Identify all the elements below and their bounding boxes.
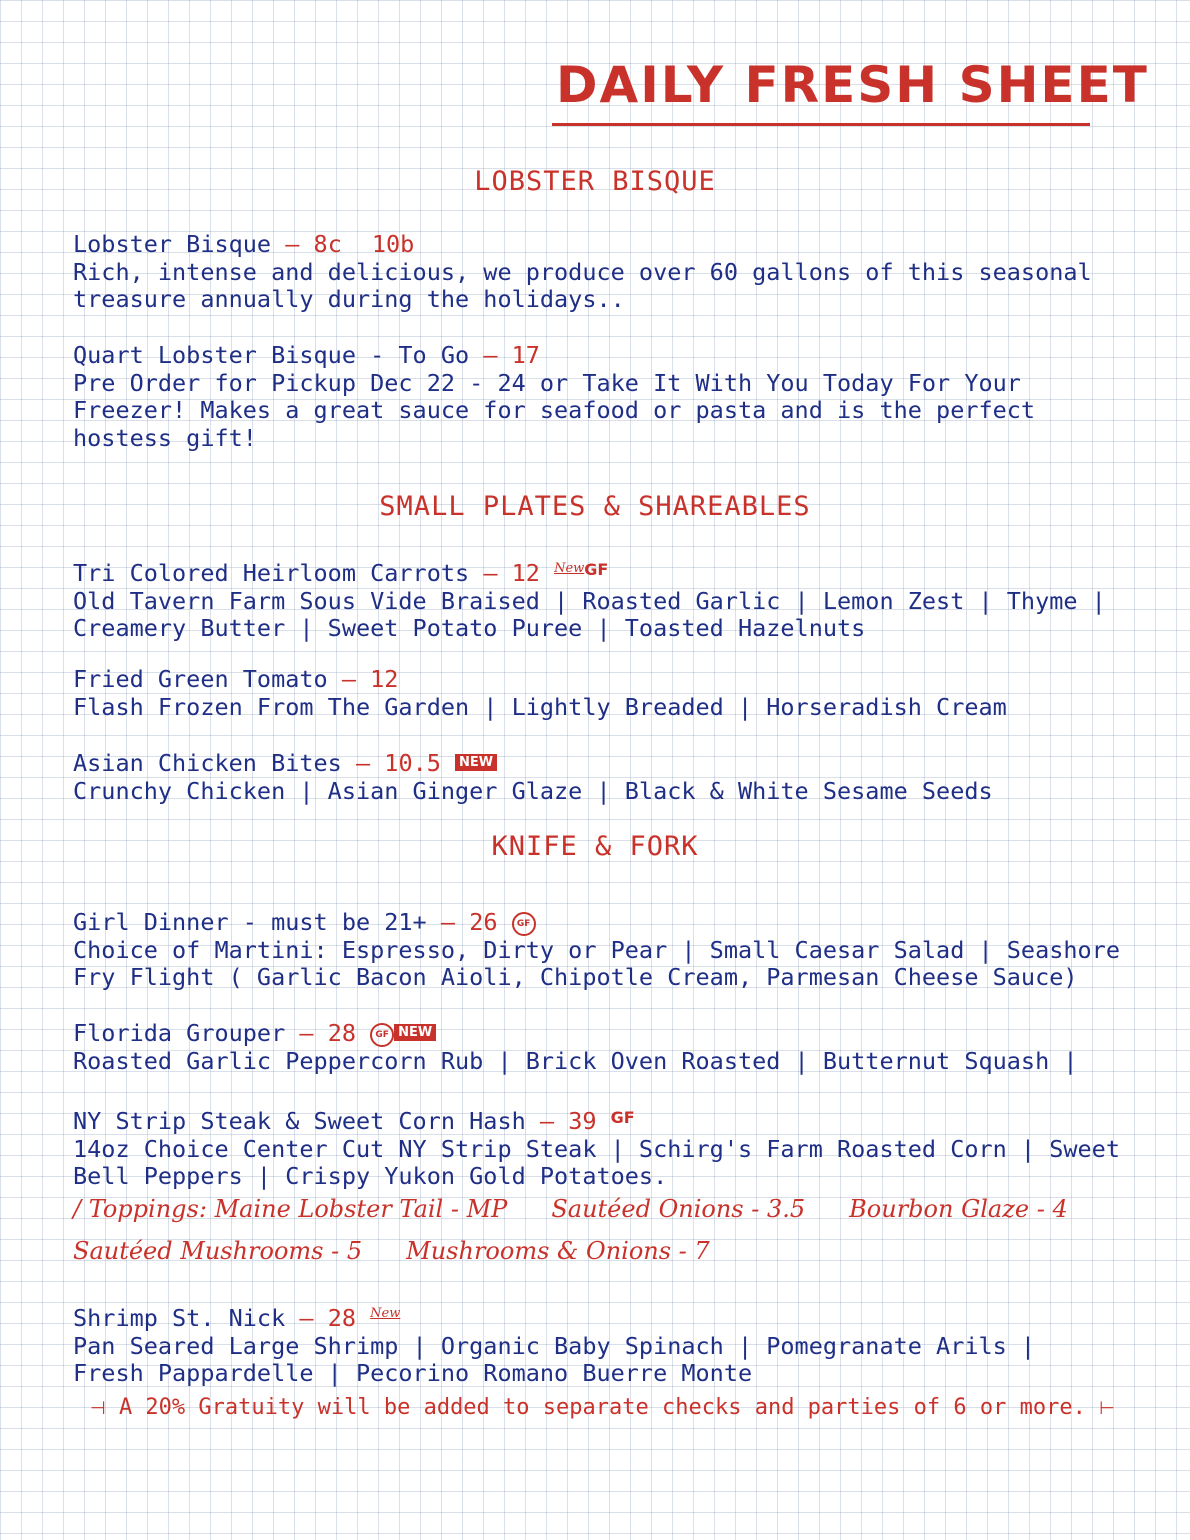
- topping-option: Sautéed Onions - 3.5: [551, 1195, 806, 1223]
- steak-toppings: [73, 1188, 1123, 1272]
- toppings-line: [73, 1230, 1123, 1272]
- price-dash: —: [483, 341, 498, 369]
- topping-option: Sautéed Mushrooms - 5: [73, 1237, 363, 1265]
- gluten-free-badge: GF: [584, 560, 609, 579]
- price-dash: —: [299, 1019, 314, 1047]
- item-description-line: Old Tavern Farm Sous Vide Braised | Roasted Garlic | Lemon Zest | Thyme |: [73, 586, 1106, 615]
- item-description-line: Roasted Garlic Peppercorn Rub | Brick Oven Roasted | Butternut Squash |: [73, 1046, 1078, 1075]
- price-dash: —: [483, 559, 498, 587]
- item-title-line: [73, 1104, 1123, 1136]
- menu-item-fried-green-tomato: [73, 666, 1123, 721]
- item-title-line: [73, 555, 1123, 588]
- item-title-line: [73, 666, 1123, 694]
- gluten-free-badge: GF: [610, 1108, 635, 1127]
- menu-item-shrimp-st-nick: [73, 1300, 1123, 1388]
- menu-item-ny-strip-steak: [73, 1104, 1123, 1191]
- left-bracket-mark: ⊣: [90, 1398, 106, 1419]
- menu-item-quart-lobster-bisque: [73, 342, 1123, 452]
- new-badge: New: [554, 561, 585, 576]
- section-heading-knife-fork: KNIFE & FORK: [491, 831, 699, 862]
- item-description-line: Choice of Martini: Espresso, Dirty or Pear | Small Caesar Salad | Seashore: [73, 935, 1120, 964]
- item-price: 28: [327, 1304, 356, 1332]
- item-description-line: Bell Peppers | Crispy Yukon Gold Potatoes.: [73, 1162, 668, 1190]
- page-title: DAILY FRESH SHEET: [556, 56, 1149, 114]
- item-name: Lobster Bisque: [73, 230, 272, 258]
- menu-item-girl-dinner: [73, 909, 1123, 992]
- item-name: Quart Lobster Bisque - To Go: [73, 341, 470, 369]
- item-description-line: 14oz Choice Center Cut NY Strip Steak | Schirg's Farm Roasted Corn | Sweet: [73, 1134, 1120, 1163]
- new-badge: New: [370, 1306, 401, 1321]
- section-heading-lobster-bisque: LOBSTER BISQUE: [474, 166, 716, 197]
- menu-item-asian-chicken-bites: [73, 750, 1123, 805]
- gluten-free-icon: GF: [512, 912, 536, 936]
- price-dash: —: [539, 1107, 555, 1135]
- item-description-line: Fresh Pappardelle | Pecorino Romano Buerre Monte: [73, 1359, 753, 1387]
- item-title-line: [73, 342, 1123, 370]
- item-title-line: [73, 1020, 1123, 1048]
- item-description-line: Flash Frozen From The Garden | Lightly Breaded | Horseradish Cream: [73, 692, 1007, 721]
- item-price: 12: [370, 665, 399, 693]
- toppings-line: [73, 1188, 1123, 1230]
- price-dash: —: [341, 665, 356, 693]
- item-description-line: Rich, intense and delicious, we produce over 60 gallons of this seasonal: [73, 257, 1092, 286]
- item-title-line: [73, 909, 1123, 937]
- title-underline: [552, 123, 1090, 126]
- item-name: Tri Colored Heirloom Carrots: [73, 559, 470, 587]
- topping-option: Bourbon Glaze - 4: [849, 1195, 1068, 1223]
- price-dash: —: [299, 1304, 314, 1332]
- item-price-bowl: 10b: [371, 230, 415, 258]
- item-description-line: Fry Flight ( Garlic Bacon Aioli, Chipotle Cream, Parmesan Cheese Sauce): [73, 963, 1078, 991]
- item-name: Florida Grouper: [73, 1019, 286, 1047]
- topping-option: Mushrooms & Onions - 7: [406, 1237, 710, 1265]
- right-bracket-mark: ⊢: [1099, 1398, 1115, 1419]
- new-badge: NEW: [394, 1024, 436, 1041]
- item-description-line: Freezer! Makes a great sauce for seafood or pasta and is the perfect: [73, 396, 1036, 424]
- gratuity-text: A 20% Gratuity will be added to separate checks and parties of 6 or more.: [118, 1395, 1086, 1420]
- item-title-line: [73, 1300, 1123, 1333]
- item-price: 28: [327, 1019, 356, 1047]
- item-description-line: Pan Seared Large Shrimp | Organic Baby Spinach | Pomegranate Arils |: [73, 1331, 1036, 1360]
- item-name: Shrimp St. Nick: [73, 1304, 286, 1332]
- item-name: NY Strip Steak & Sweet Corn Hash: [73, 1107, 526, 1135]
- price-dash: —: [355, 749, 371, 777]
- gratuity-note: [90, 1395, 1120, 1420]
- section-heading-small-plates: SMALL PLATES & SHAREABLES: [379, 491, 811, 522]
- price-dash: —: [285, 230, 300, 258]
- item-price: 12: [511, 559, 540, 587]
- gluten-free-icon: GF: [370, 1023, 394, 1047]
- item-description-line: Pre Order for Pickup Dec 22 - 24 or Take It With You Today For Your: [73, 368, 1021, 397]
- topping-option: / Toppings: Maine Lobster Tail - MP: [73, 1195, 508, 1223]
- menu-item-heirloom-carrots: [73, 555, 1123, 643]
- item-description-line: hostess gift!: [73, 423, 257, 452]
- item-description-line: Creamery Butter | Sweet Potato Puree | Toasted Hazelnuts: [73, 614, 866, 642]
- new-badge: NEW: [455, 754, 497, 771]
- item-title-line: [73, 750, 1123, 778]
- item-description-line: Crunchy Chicken | Asian Ginger Glaze | Black & White Sesame Seeds: [73, 776, 993, 805]
- item-name: Girl Dinner - must be 21+: [73, 908, 427, 936]
- menu-item-lobster-bisque: [73, 231, 1123, 314]
- item-price: 26: [469, 908, 498, 936]
- item-price-cup: 8c: [313, 230, 342, 258]
- item-price: 10.5: [384, 749, 441, 777]
- item-title-line: [73, 231, 1123, 259]
- item-price: 39: [568, 1107, 597, 1135]
- item-name: Fried Green Tomato: [73, 665, 328, 693]
- price-dash: —: [440, 908, 456, 936]
- menu-item-florida-grouper: [73, 1020, 1123, 1075]
- item-price: 17: [511, 341, 540, 369]
- item-description-line: treasure annually during the holidays..: [73, 285, 625, 313]
- item-name: Asian Chicken Bites: [73, 749, 342, 777]
